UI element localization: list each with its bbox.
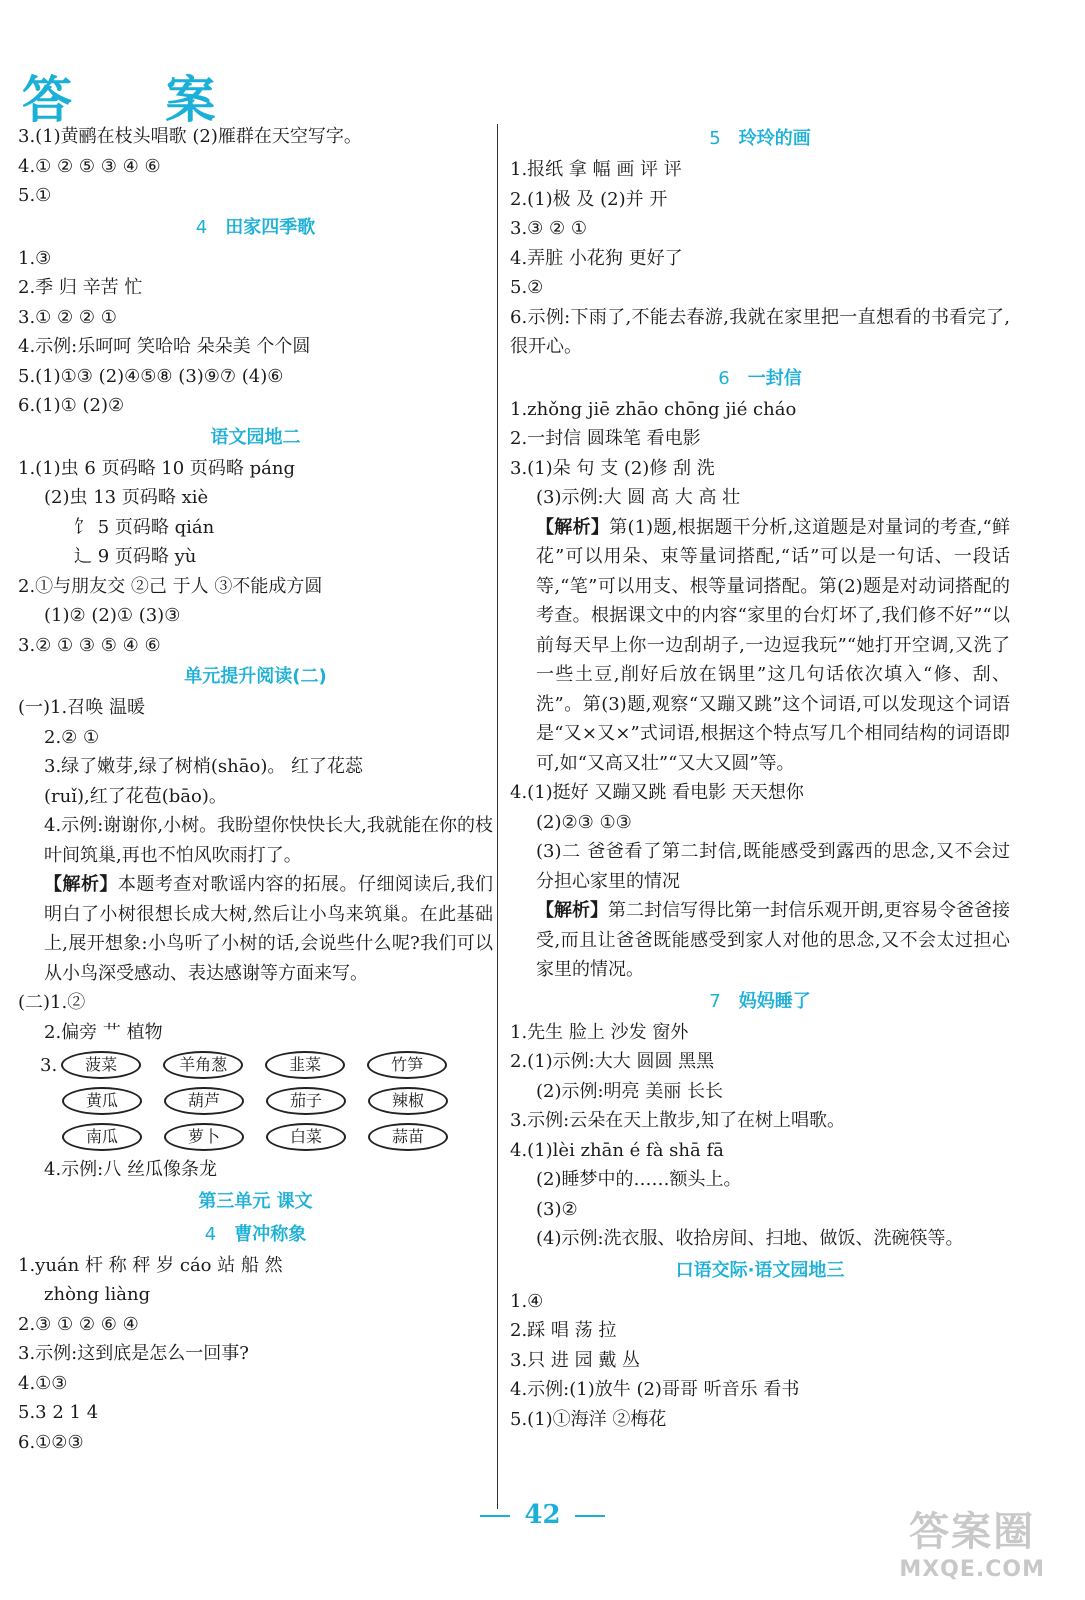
section-heading: [510, 362, 1010, 395]
answer-line: 2.季 归 辛苦 忙: [18, 277, 143, 298]
section-heading: [510, 122, 1010, 155]
analysis-paragraph: [510, 513, 1010, 779]
answer-line: 3.① ② ② ①: [18, 306, 117, 328]
section-heading-text: 一封信: [747, 367, 802, 389]
answer-line: 3.(1)黄鹂在枝头唱歌 (2)雁群在天空写字。: [18, 126, 362, 147]
paragraph-text: 4.示例:谢谢你,小树。我盼望你快快长大,我就能在你的枝叶间筑巢,再也不怕风吹雨打了。: [44, 815, 493, 866]
answer-line: 5.3 2 1 4: [18, 1402, 99, 1423]
circled-word: 萝卜: [164, 1123, 244, 1151]
section-heading: [510, 985, 1010, 1018]
answer-line: (一)1.召唤 温暖: [18, 697, 145, 718]
circled-word: 白菜: [266, 1123, 346, 1151]
paragraph-text: 第(1)题,根据题干分析,这道题是对量词的考查,“鲜花”可以用朵、束等量词搭配,“话”可以是一句话、一段话等,“笔”可以用支、根等量词搭配。第(2)题是对动词搭配的考查。根据课文中的内容“家里的台灯坏了,我们修不好”“以前每天早上你一边刮胡子,一边逗我玩”“她打开空调,又洗了一些土豆,削好后放在锅里”这几句话依次填入“修、刮、洗”。第(3)题,观察“又蹦又跳”这个词语,可以发现这个词语是“又×又×”式词语,根据这个特点写几个相同结构的词语即可,如“又高又壮”“又大又圆”等。: [536, 516, 1010, 774]
circled-word: 羊角葱: [163, 1051, 243, 1079]
section-heading-text: 语文园地二: [210, 426, 301, 448]
answer-line: 1.④: [510, 1290, 544, 1312]
answer-line: 2.(1)示例:大大 圆圆 黑黑: [510, 1051, 715, 1072]
answer-line: 2.踩 唱 荡 拉: [510, 1320, 617, 1341]
circled-words-row: [18, 1083, 493, 1119]
page-title: 答 案: [22, 71, 254, 129]
answer-line: 1.zhǒng jiē zhāo chōng jié cháo: [510, 398, 797, 420]
watermark-logo: [899, 1500, 1045, 1582]
answer-line: 5.①: [18, 185, 52, 206]
answer-line: 4.示例:乐呵呵 笑哈哈 朵朵美 个个圆: [18, 336, 311, 357]
analysis-tag: 【解析】: [536, 516, 610, 538]
circled-word: 竹笋: [367, 1051, 447, 1079]
answer-line: 2.(1)极 及 (2)并 开: [510, 188, 668, 210]
section-heading-text: 玲玲的画: [738, 128, 811, 149]
answer-line: 6.(1)① (2)②: [18, 395, 125, 416]
answer-line: 1.(1)虫 6 页码略 10 页码略 páng: [18, 457, 296, 479]
footer-dash-left: [480, 1515, 510, 1517]
section-heading-text: 第三单元 课文: [198, 1190, 313, 1212]
answer-line: (1)② (2)① (3)③: [44, 605, 181, 626]
watermark-bottom: MXQE.COM: [899, 1557, 1045, 1582]
paragraph-text: 本题考查对歌谣内容的拓展。仔细阅读后,我们明白了小树很想长成大树,然后让小鸟来筑巢。在此基础上,展开想象:小鸟听了小树的话,会说些什么呢?我们可以从小鸟深受感动、表达感谢等方面来写。: [44, 874, 493, 984]
answer-line: 3.绿了嫩芽,绿了树梢(shāo)。 红了花蕊: [44, 756, 364, 777]
answer-line: 3.示例:云朵在天上散步,知了在树上唱歌。: [510, 1110, 845, 1131]
circled-words-row: [18, 1047, 493, 1083]
circled-word: 韭菜: [265, 1051, 345, 1079]
answer-paragraph: [510, 837, 1010, 896]
column-divider: [497, 124, 498, 1509]
circled-word: 茄子: [266, 1087, 346, 1115]
answer-line: (3)示例:大 圆 高 大 高 壮: [536, 487, 741, 508]
circled-words-row: [18, 1119, 493, 1155]
section-heading-text: 单元提升阅读(二): [184, 666, 327, 687]
answer-line: 2.③ ① ② ⑥ ④: [18, 1313, 139, 1335]
answer-line: (2)②③ ①③: [536, 811, 632, 833]
answer-line: 4.弄脏 小花狗 更好了: [510, 247, 683, 269]
answer-line: 4.(1)lèi zhān é fà shā fā: [510, 1139, 724, 1161]
answer-line: 辶 9 页码略 yù: [74, 546, 197, 567]
answer-line: 1.报纸 拿 幅 画 评 评: [510, 159, 682, 180]
answer-line: 4.①③: [18, 1372, 68, 1394]
answer-line: 6.①②③: [18, 1431, 84, 1453]
answer-line: 饣 5 页码略 qián: [74, 516, 215, 538]
section-heading-text: 妈妈睡了: [738, 990, 811, 1012]
answer-line: (二)1.②: [18, 992, 86, 1013]
section-heading-text: 田家四季歌: [225, 216, 316, 238]
answer-line: 1.先生 脸上 沙发 窗外: [510, 1021, 689, 1043]
answer-paragraph: [510, 303, 1010, 362]
section-heading: [18, 421, 493, 454]
analysis-paragraph: [18, 870, 493, 988]
circled-word: 蒜苗: [368, 1123, 448, 1151]
analysis-paragraph: [510, 896, 1010, 985]
answer-line: (2)示例:明亮 美丽 长长: [536, 1080, 724, 1102]
answer-line: 3.示例:这到底是怎么一回事?: [18, 1343, 249, 1364]
answer-line: (4)示例:洗衣服、收拾房间、扫地、做饭、洗碗筷等。: [536, 1228, 964, 1249]
answer-line: (3)②: [536, 1198, 578, 1220]
section-heading: [18, 660, 493, 693]
answer-line: 2.偏旁 艹 植物: [44, 1021, 163, 1043]
answer-line: 2.② ①: [44, 726, 100, 748]
circled-word: 葫芦: [164, 1087, 244, 1115]
answer-line: (ruǐ),红了花苞(bāo)。: [44, 785, 227, 807]
answer-line: 3.② ① ③ ⑤ ④ ⑥: [18, 634, 161, 656]
lesson-number: 6: [718, 367, 730, 389]
lesson-number: 4: [195, 216, 208, 238]
answer-line: 3.只 进 园 戴 丛: [510, 1349, 641, 1371]
answer-line: 5.②: [510, 277, 544, 298]
answer-line: 2.①与朋友交 ②己 于人 ③不能成方圆: [18, 575, 323, 597]
section-heading: [18, 1185, 493, 1218]
answer-line: 5.(1)①③ (2)④⑤⑧ (3)⑨⑦ (4)⑥: [18, 365, 284, 387]
answer-line: (2)睡梦中的……额头上。: [536, 1169, 742, 1190]
answer-line: 1.yuán 杆 称 秤 岁 cáo 站 船 然: [18, 1254, 283, 1276]
paragraph-text: 6.示例:下雨了,不能去春游,我就在家里把一直想看的书看完了,很开心。: [510, 306, 1010, 357]
answer-line: 5.(1)①海洋 ②梅花: [510, 1408, 667, 1430]
section-heading-text: 曹冲称象: [234, 1223, 307, 1245]
answer-line: 4.① ② ⑤ ③ ④ ⑥: [18, 155, 161, 177]
section-heading: [18, 211, 493, 244]
section-heading: [510, 1254, 1010, 1287]
analysis-tag: 【解析】: [536, 900, 609, 921]
analysis-tag: 【解析】: [44, 874, 118, 895]
question-number: 3.: [40, 1054, 58, 1076]
circled-word: 黄瓜: [62, 1087, 142, 1115]
answer-line: 4.示例:(1)放牛 (2)哥哥 听音乐 看书: [510, 1379, 800, 1400]
answer-line: 4.(1)挺好 又蹦又跳 看电影 天天想你: [510, 782, 804, 803]
answer-line: 3.③ ② ①: [510, 218, 588, 239]
answer-column-left: [18, 122, 493, 1457]
answer-column-right: [510, 122, 1010, 1434]
circled-word: 菠菜: [61, 1051, 141, 1079]
footer-dash-right: [575, 1515, 605, 1517]
lesson-number: 4: [204, 1223, 217, 1245]
answer-line: zhòng liàng: [44, 1284, 151, 1305]
section-heading: [18, 1218, 493, 1251]
answer-line: 1.③: [18, 247, 52, 269]
lesson-number: 7: [709, 990, 721, 1012]
answer-paragraph: [18, 811, 493, 870]
circled-word: 南瓜: [62, 1123, 142, 1151]
answer-line: (2)虫 13 页码略 xiè: [44, 487, 209, 508]
lesson-number: 5: [709, 128, 721, 149]
circled-word: 辣椒: [368, 1087, 448, 1115]
answer-line: 3.(1)朵 句 支 (2)修 刮 洗: [510, 457, 715, 479]
page-number: 42: [524, 1500, 561, 1530]
paragraph-text: 第二封信写得比第一封信乐观开朗,更容易令爸爸接受,而且让爸爸既能感受到家人对他的思念,又不会太过担心家里的情况。: [536, 900, 1010, 980]
answer-line: 2.一封信 圆珠笔 看电影: [510, 428, 701, 449]
watermark-top: 答案圈: [909, 1509, 1036, 1555]
section-heading-text: 口语交际·语文园地三: [675, 1259, 845, 1281]
answer-line: 4.示例:八 丝瓜像条龙: [44, 1159, 217, 1180]
paragraph-text: (3)二 爸爸看了第二封信,既能感受到露西的思念,又不会过分担心家里的情况: [536, 841, 1010, 892]
